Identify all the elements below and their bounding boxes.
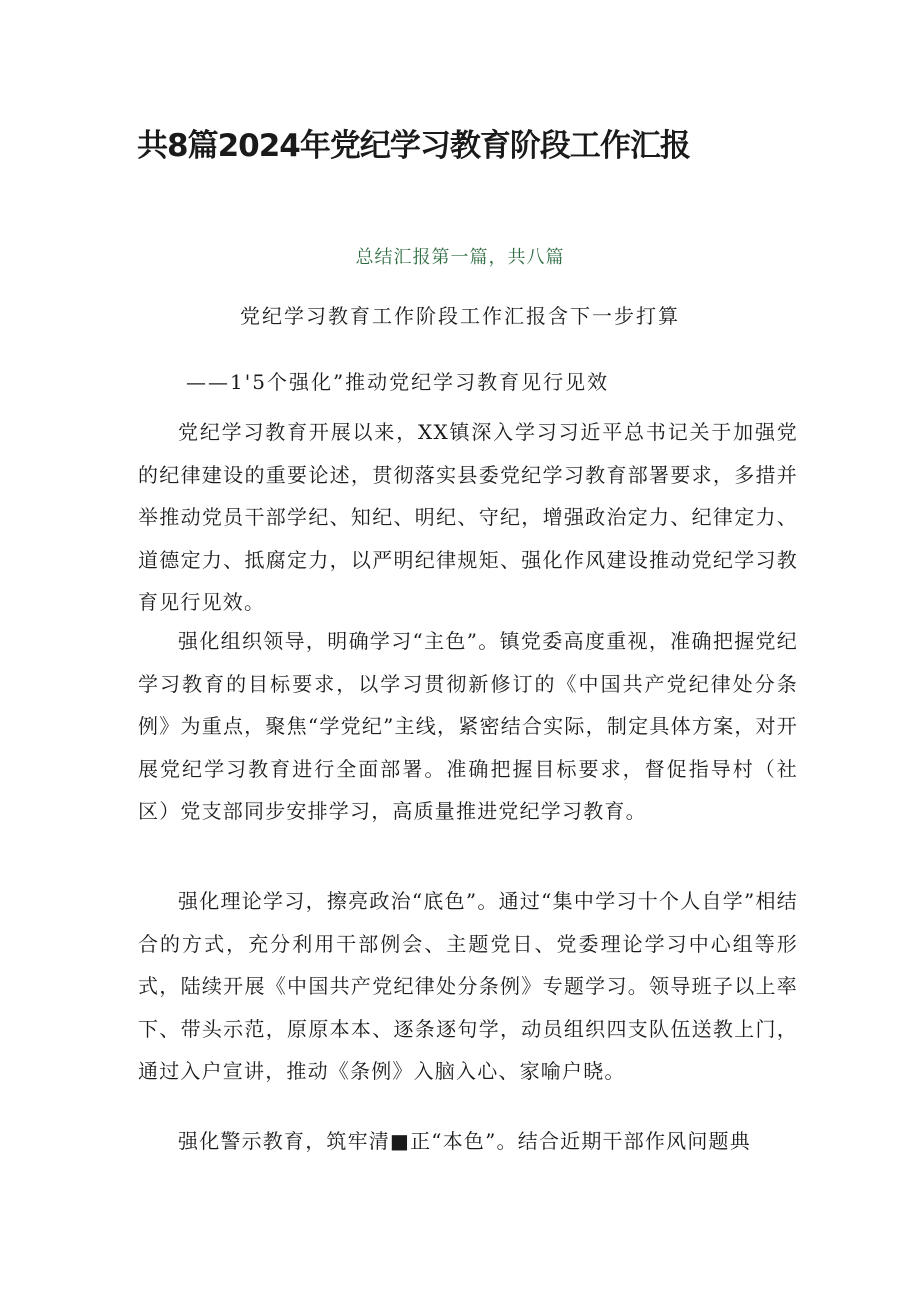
- paragraph-block: [138, 1120, 798, 1163]
- body-paragraph: 党纪学习教育开展以来，XX镇深入学习习近平总书记关于加强党的纪律建设的重要论述，贯彻落实县委党纪学习教育部署要求，多措并举推动党员干部学纪、知纪、明纪、守纪，增强政治定力、纪律定力、道德定力、抵腐定力，以严明纪律规矩、强化作风建设推动党纪学习教育见行见效。: [138, 420, 798, 614]
- body-paragraph: 强化警示教育，筑牢清■正“本色”。结合近期干部作风问题典: [178, 1129, 751, 1153]
- document-subtitle: 党纪学习教育工作阶段工作汇报含下一步打算: [240, 304, 680, 328]
- paragraph-block: [138, 880, 798, 1093]
- body-paragraph: 强化组织领导，明确学习“主色”。镇党委高度重视，准确把握党纪学习教育的目标要求，以学习贯彻新修订的《中国共产党纪律处分条例》为重点，聚焦“学党纪”主线，紧密结合实际，制定具体方案，对开展党纪学习教育进行全面部署。准确把握目标要求，督促指导村（社区）党支部同步安排学习，高质量推进党纪学习教育。: [138, 629, 798, 823]
- paragraph-block: [138, 411, 798, 624]
- body-paragraph: 强化理论学习，擦亮政治“底色”。通过“集中学习十个人自学”相结合的方式，充分利用干部例会、主题党日、党委理论学习中心组等形式，陆续开展《中国共产党纪律处分条例》专题学习。领导班子以上率下、带头示范，原原本本、逐条逐句学，动员组织四支队伍送教上门，通过入户宣讲，推动《条例》入脑入心、家喻户晓。: [138, 889, 798, 1083]
- paragraph-block: [138, 620, 798, 833]
- document-title: 共8篇2024年党纪学习教育阶段工作汇报: [137, 128, 690, 164]
- section-label: 总结汇报第一篇，共八篇: [355, 247, 565, 268]
- document-subheading: ——1'5个强化”推动党纪学习教育见行见效: [186, 370, 610, 394]
